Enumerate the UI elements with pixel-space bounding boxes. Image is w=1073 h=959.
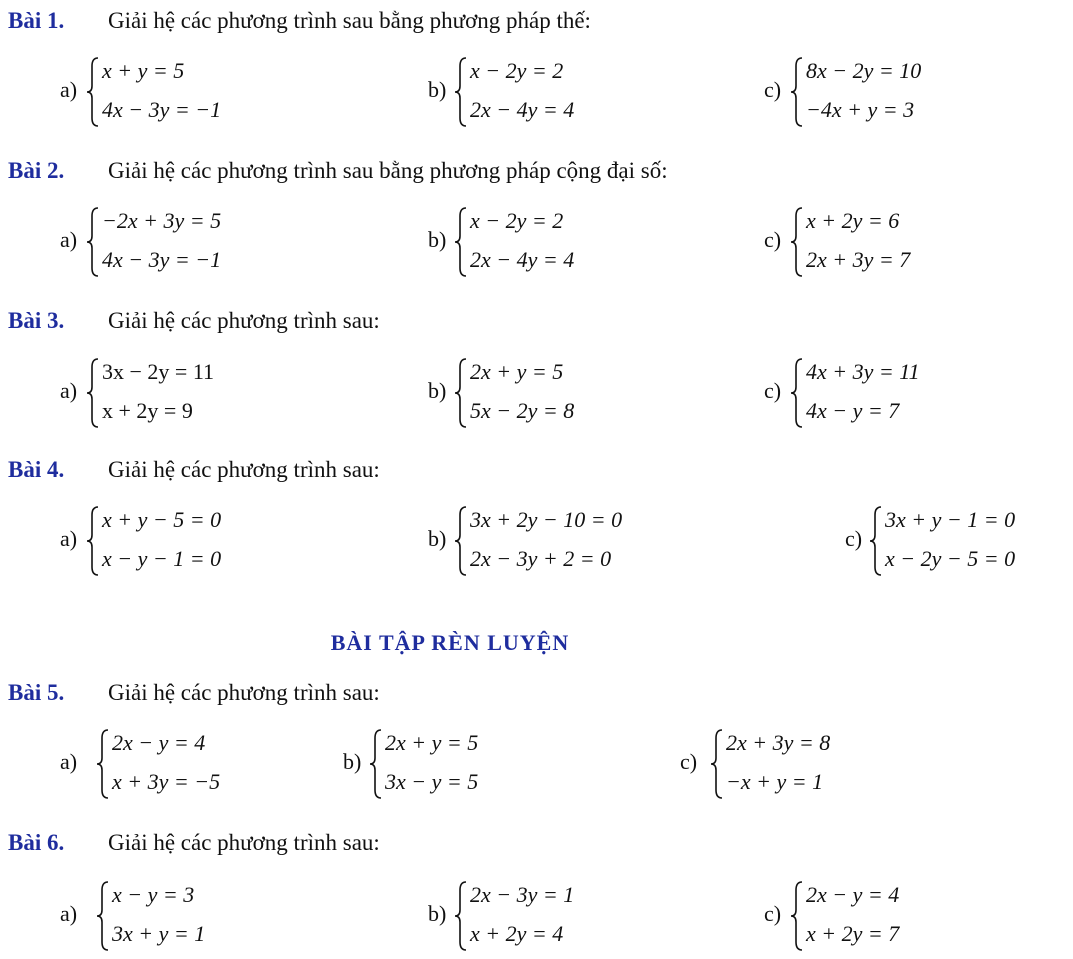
system-label: c) bbox=[764, 901, 782, 926]
system-3c bbox=[764, 357, 1064, 429]
brace bbox=[454, 880, 468, 952]
brace bbox=[869, 505, 883, 577]
problem-number: Bài 5. bbox=[8, 680, 65, 705]
equation-2: 2x − 4y = 4 bbox=[470, 97, 575, 122]
problem-2-title bbox=[8, 158, 668, 184]
system-label: c) bbox=[680, 749, 698, 774]
brace bbox=[454, 357, 468, 429]
brace bbox=[790, 357, 804, 429]
equation-2: x + 2y = 4 bbox=[470, 921, 564, 946]
brace bbox=[96, 880, 110, 952]
system-label: a) bbox=[60, 526, 78, 551]
equation-1: 2x + y = 5 bbox=[385, 730, 479, 755]
equation-2: x − 2y − 5 = 0 bbox=[885, 546, 1016, 571]
problem-instruction: Giải hệ các phương trình sau: bbox=[108, 830, 380, 855]
system-label: c) bbox=[764, 227, 782, 252]
system-4a bbox=[60, 505, 360, 577]
system-5c bbox=[680, 728, 980, 800]
equation-1: x − y = 3 bbox=[112, 882, 195, 907]
system-label: b) bbox=[428, 77, 447, 102]
equation-1: −2x + 3y = 5 bbox=[102, 208, 222, 233]
system-label: b) bbox=[428, 227, 447, 252]
system-6b bbox=[428, 880, 728, 952]
equation-1: x + y = 5 bbox=[102, 58, 185, 83]
equation-2: −x + y = 1 bbox=[726, 769, 824, 794]
system-2c bbox=[764, 206, 1064, 278]
equation-1: 2x + y = 5 bbox=[470, 359, 564, 384]
system-label: a) bbox=[60, 227, 78, 252]
system-label: c) bbox=[764, 77, 782, 102]
system-label: b) bbox=[343, 749, 362, 774]
equation-2: 2x − 3y + 2 = 0 bbox=[470, 546, 612, 571]
equation-2: 4x − 3y = −1 bbox=[102, 97, 222, 122]
problem-1-title bbox=[8, 8, 591, 34]
system-5a bbox=[60, 728, 320, 800]
problem-number: Bài 2. bbox=[8, 158, 65, 183]
brace bbox=[86, 56, 100, 128]
equation-2: x − y − 1 = 0 bbox=[102, 546, 222, 571]
equation-2: x + 2y = 7 bbox=[806, 921, 900, 946]
equation-1: x + y − 5 = 0 bbox=[102, 507, 222, 532]
problem-number: Bài 3. bbox=[8, 308, 65, 333]
problem-6-title bbox=[8, 830, 380, 856]
brace bbox=[454, 56, 468, 128]
problem-3-title bbox=[8, 308, 380, 334]
problem-number: Bài 4. bbox=[8, 457, 65, 482]
brace bbox=[790, 880, 804, 952]
system-4b bbox=[428, 505, 748, 577]
brace bbox=[710, 728, 724, 800]
problem-instruction: Giải hệ các phương trình sau bằng phương pháp cộng đại số: bbox=[108, 158, 668, 183]
problem-instruction: Giải hệ các phương trình sau: bbox=[108, 457, 380, 482]
brace bbox=[454, 206, 468, 278]
equation-2: 2x − 4y = 4 bbox=[470, 247, 575, 272]
equation-2: −4x + y = 3 bbox=[806, 97, 915, 122]
system-label: a) bbox=[60, 901, 78, 926]
equation-2: 3x − y = 5 bbox=[385, 769, 479, 794]
problem-instruction: Giải hệ các phương trình sau bằng phương pháp thế: bbox=[108, 8, 591, 33]
problem-4-title bbox=[8, 457, 380, 483]
equation-1: 2x − y = 4 bbox=[112, 730, 206, 755]
section-heading: BÀI TẬP RÈN LUYỆN bbox=[330, 630, 570, 655]
brace bbox=[369, 728, 383, 800]
system-2a bbox=[60, 206, 360, 278]
equation-1: 8x − 2y = 10 bbox=[806, 58, 922, 83]
system-label: a) bbox=[60, 77, 78, 102]
equation-2: x + 2y = 9 bbox=[102, 398, 193, 423]
equation-1: x − 2y = 2 bbox=[470, 58, 564, 83]
system-label: c) bbox=[845, 526, 863, 551]
system-3a bbox=[60, 357, 360, 429]
equation-2: 5x − 2y = 8 bbox=[470, 398, 575, 423]
brace bbox=[96, 728, 110, 800]
problem-number: Bài 1. bbox=[8, 8, 65, 33]
equation-1: x − 2y = 2 bbox=[470, 208, 564, 233]
equation-1: 4x + 3y = 11 bbox=[806, 359, 920, 384]
equation-1: 3x + 2y − 10 = 0 bbox=[470, 507, 623, 532]
system-label: c) bbox=[764, 378, 782, 403]
equation-1: x + 2y = 6 bbox=[806, 208, 900, 233]
equation-1: 2x − 3y = 1 bbox=[470, 882, 575, 907]
brace bbox=[790, 206, 804, 278]
brace bbox=[454, 505, 468, 577]
problem-instruction: Giải hệ các phương trình sau: bbox=[108, 680, 380, 705]
equation-1: 3x − 2y = 11 bbox=[102, 359, 214, 384]
system-4c bbox=[845, 505, 1065, 577]
equation-2: 4x − y = 7 bbox=[806, 398, 900, 423]
problem-instruction: Giải hệ các phương trình sau: bbox=[108, 308, 380, 333]
system-label: a) bbox=[60, 378, 78, 403]
brace bbox=[86, 357, 100, 429]
system-1a bbox=[60, 56, 360, 128]
equation-2: 4x − 3y = −1 bbox=[102, 247, 222, 272]
equation-2: 2x + 3y = 7 bbox=[806, 247, 911, 272]
system-1b bbox=[428, 56, 728, 128]
system-6a bbox=[60, 880, 320, 952]
system-label: b) bbox=[428, 378, 447, 403]
system-5b bbox=[343, 728, 603, 800]
system-label: a) bbox=[60, 749, 78, 774]
problem-number: Bài 6. bbox=[8, 830, 65, 855]
equation-2: 3x + y = 1 bbox=[112, 921, 206, 946]
brace bbox=[86, 505, 100, 577]
system-3b bbox=[428, 357, 728, 429]
system-6c bbox=[764, 880, 1064, 952]
system-label: b) bbox=[428, 526, 447, 551]
problem-5-title bbox=[8, 680, 380, 706]
brace bbox=[790, 56, 804, 128]
equation-1: 2x − y = 4 bbox=[806, 882, 900, 907]
system-label: b) bbox=[428, 901, 447, 926]
equation-1: 2x + 3y = 8 bbox=[726, 730, 831, 755]
equation-1: 3x + y − 1 = 0 bbox=[885, 507, 1016, 532]
equation-2: x + 3y = −5 bbox=[112, 769, 221, 794]
system-2b bbox=[428, 206, 728, 278]
system-1c bbox=[764, 56, 1064, 128]
brace bbox=[86, 206, 100, 278]
